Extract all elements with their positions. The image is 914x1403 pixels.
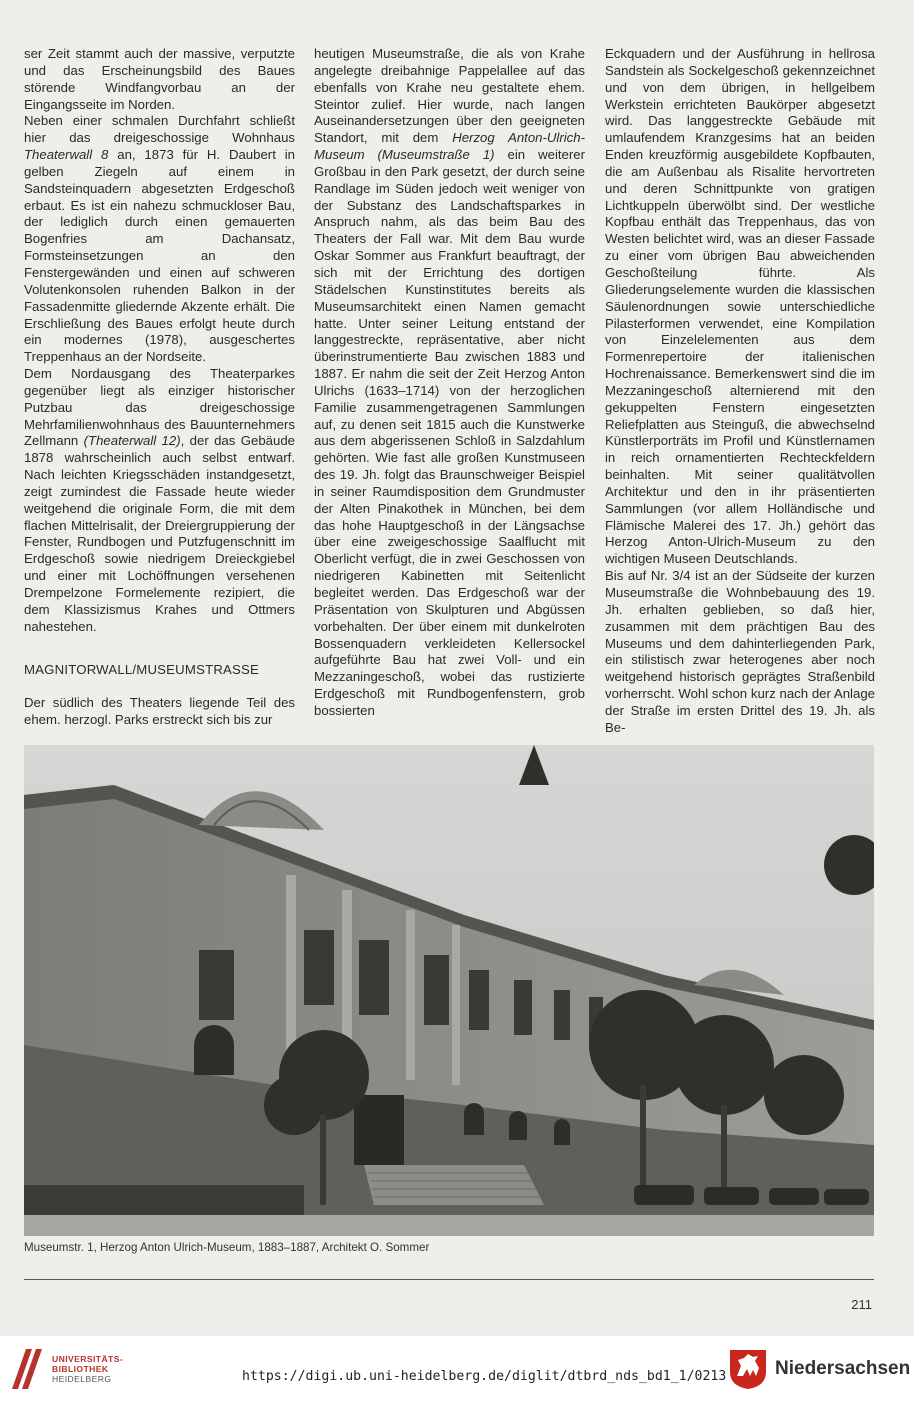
text-run: Dem Nordausgang des Theaterparkes gegenüber liegt als einziger historischer Putzbau das dreigeschossige Mehrfamilienwohnhaus des Bauunternehmers Zellmann <box>24 366 295 449</box>
section-heading: MAGNITORWALL/MUSEUMSTRASSE <box>24 661 260 677</box>
library-line: UNIVERSITÄTS- <box>52 1354 124 1364</box>
text-run: , der das Gebäude 1878 wahrscheinlich auch selbst entwarf. Nach leichten Kriegsschäden instandgesetzt, zeigt zumindest die Fassade heute wieder weitgehend die originale Form, die mit dem flachen Mittelrisalit, der Dreiergruppierung der Fenster, Rundbogen und Putzfugenschnitt im Erdgeschoß sowie niedrigem Dreieckgiebel und einer mit Lochöffnungen versehenen Drempelzone Formelemente rezipiert, die dem Klassizismus Krahes und Ottmers nahestehen. <box>24 433 296 634</box>
figure-caption: Museumstr. 1, Herzog Anton Ulrich-Museum, 1883–1887, Architekt O. Sommer <box>24 1241 430 1254</box>
museum-photograph <box>24 745 874 1236</box>
page-number: 211 <box>851 1297 872 1312</box>
paragraph: Eckquadern und der Ausführung in hellrosa Sandstein als Sockelgeschoß gekennzeichnet und von dem übrigen, in hellgelbem Werkstein errichteten Baukörper abgesetzt wird. Das langgestreckte Gebäude mit umlaufendem Kranzgesims hat an beiden Enden kreuzförmig ausgebildete Kopfbauten, die am Außenbau als Risalite hervortreten und deren Schnittpunkte von gratigen Lichtkuppeln überwölbt sind. Der westliche Kopfbau enthält das Treppenhaus, das von Westen belichtet wird, was an dieser Fassade zu einer vom übrigen Bau abweichenden Geschoßteilung führte. Als Gliederungselemente wurden die klassischen Säulenordnungen sowie unterschiedliche Pilasterformen verwendet, eine Kompilation von Einzelelementen aus dem Formenrepertoire der italienischen Hochrenaissance. Bemerkenswert sind die im Mezzaningeschoß alternierend mit den gekuppelten Fenstern eingesetzten Reliefplatten aus Steinguß, die abwechselnd Künstlerporträts im Profil und Künstlernamen in reich ornamentierten Rechteckfeldern beinhalten. Mit seiner qualitätvollen Architektur und den in ihr präsentierten Sammlungen (vor allem Holländische und Flämische Malerei des 17. Jh.) gehört das Herzog Anton-Ulrich-Museum zu den wichtigen Museen Deutschlands. <box>605 46 875 567</box>
text-run: ein weiterer Großbau in den Park gesetzt, der durch seine Randlage im Süden jedoch weit weniger von der Substanz des Landschaftsparkes in Anspruch nahm, als das beim Bau des Theaters der Fall war. Mit dem Bau wurde Oskar Sommer aus Frankfurt beauftragt, der sich mit der Errichtung des dortigen Städelschen Kunstinstitutes bereits als Museumsarchitekt einen Namen gemacht hatte. Unter seiner Leitung entstand der langgestreckte, repräsentative, aber nicht überinstrumentierte Bau zwischen 1883 und 1887. Er nahm die seit der Zeit Herzog Anton Ulrichs (1633–1714) von der herzoglichen Familie zusammengetragenen Sammlungen auf, zu denen seit 1815 auch die Kunstwerke aus dem abgerissenen Schloß in Salzdahlum gehörten. Wie fast alle großen Kunstmuseen des 19. Jh. folgt das Braunschweiger Beispiel in seiner Raumdisposition dem Grundmuster der Alten Pinakothek in München, bei dem das hohe Hauptgeschoß in der Längsachse über eine zweigeschossige Saalflucht mit Oberlicht verfügt, die in zwei Geschossen von niedrigeren Kabinetten mit Seitenlicht begleitet werden. Das Erdgeschoß war der Präsentation von Skulpturen und Abgüssen vorbehalten. Der über einem mit dunkelroten Bossenquadern verkleideten Kellersockel aufgeführte Bau hat zwei Voll- und ein Mezzaningeschoß, wobei das rustizierte Erdgeschoß mit Rundbogenfenstern, grob bossierten <box>314 147 585 718</box>
paragraph <box>314 46 585 720</box>
lower-saxony-crest-icon <box>728 1348 768 1390</box>
text-column-3 <box>605 46 875 737</box>
source-url-link[interactable]: https://digi.ub.uni-heidelberg.de/diglit/dtbrd_nds_bd1_1/0213 <box>242 1369 727 1384</box>
paragraph <box>24 366 295 636</box>
library-name <box>52 1354 123 1384</box>
text-column-1 <box>24 46 295 729</box>
state-label: Niedersachsen <box>775 1358 911 1379</box>
footer-rule <box>24 1279 874 1280</box>
paragraph: Bis auf Nr. 3/4 ist an der Südseite der kurzen Museumstraße die Wohnbebauung des 19. Jh. erhalten geblieben, so daß hier, zusammen mit dem prächtigen Bau des Museums und dem dahinterliegenden Park, ein stilistisch zwar heterogenes aber noch weitgehend historisch geprägtes Straßenbild vorherrscht. Wohl schon kurz nach der Anlage der Straße im ersten Drittel des 19. Jh. als Be- <box>605 568 875 735</box>
text-run: an, 1873 für H. Daubert in gelben Ziegeln auf einem in Sandsteinquadern abgesetzten Erdgeschoß erbaut. Es ist ein nahezu schmuckloser Bau, der lediglich durch einen gemauerten Bogenfries am Dachansatz, Formsteinsetzungen an den Fenstergewänden und einen auf schweren Volutenkonsolen ruhenden Balkon in der Fassadenmitte gliedernde Akzente erhält. Die Erschließung des Baues erfolgt heute durch ein modernes (1978), ausgeschertes Treppenhaus an der Nordseite. <box>24 147 295 365</box>
library-line: HEIDELBERG <box>52 1374 112 1384</box>
paragraph <box>24 113 295 366</box>
library-logo-icon <box>8 1345 48 1393</box>
italic-address: Herzog Anton-Ulrich-Museum (Museumstraße 1) <box>314 130 585 163</box>
paragraph: Der südlich des Theaters liegende Teil des ehem. herzogl. Parks erstreckt sich bis zur <box>24 695 295 728</box>
library-line: BIBLIOTHEK <box>52 1364 109 1374</box>
italic-address: Theaterwall 8 <box>24 147 109 163</box>
museum-illustration <box>24 745 874 1236</box>
text-run: heutigen Museumstraße, die als von Krahe angelegte dreibahnige Pappelallee auf das ebenfalls von Krahe neu gestaltete ehem. Steintor zulief. Hier wurde, nach langen Auseinandersetzungen über den geeigneten Standort, mit dem <box>314 46 585 146</box>
italic-address: (Theaterwall 12) <box>83 433 181 449</box>
text-column-2 <box>314 46 585 720</box>
paragraph: ser Zeit stammt auch der massive, verputzte und das Erscheinungsbild des Baues störende Windfangvorbau an der Eingangsseite im Norden. <box>24 46 295 112</box>
text-run: Neben einer schmalen Durchfahrt schließt hier das dreigeschossige Wohnhaus <box>24 113 295 146</box>
